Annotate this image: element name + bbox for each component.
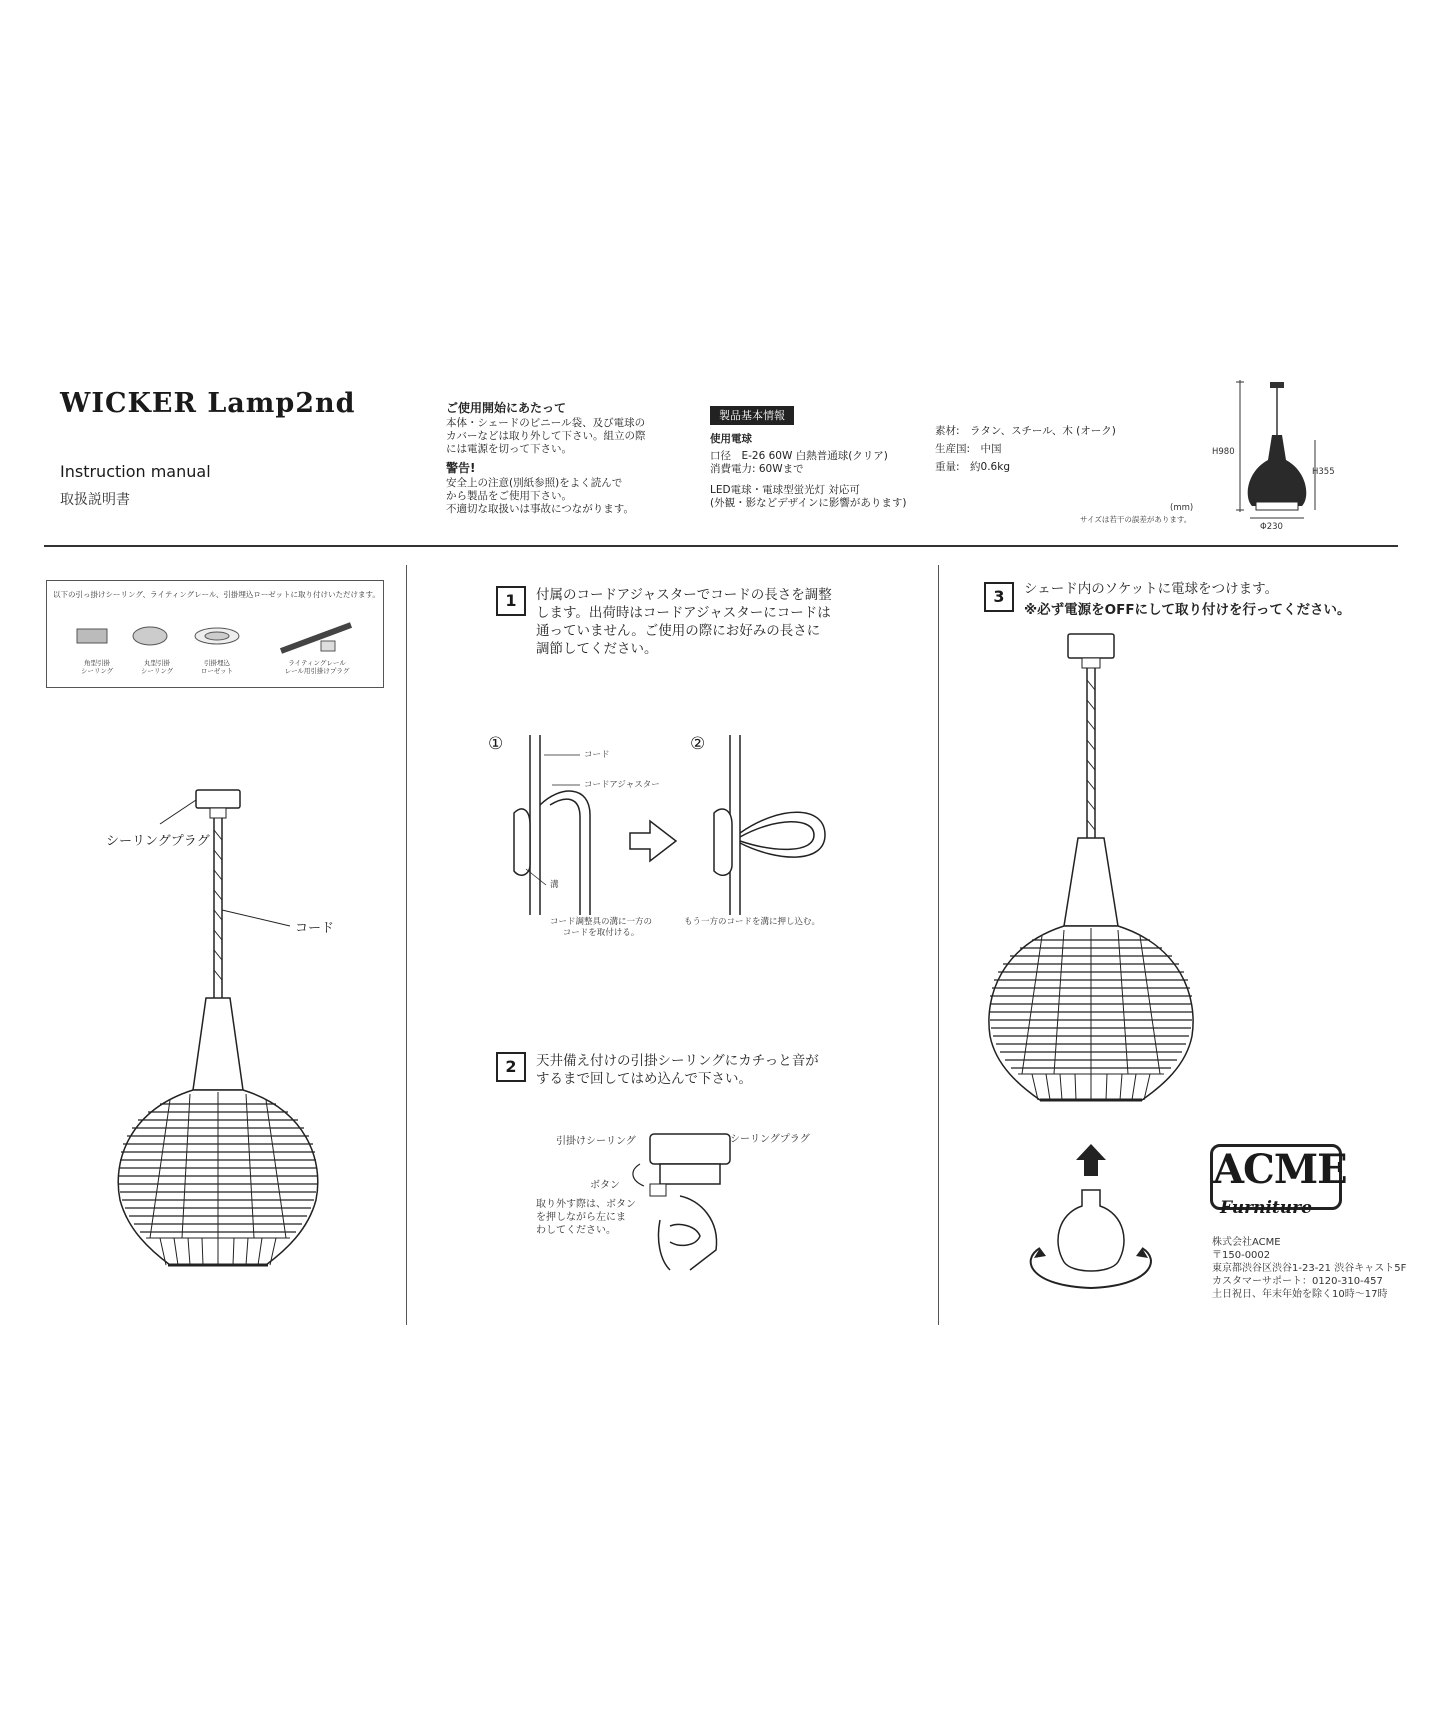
- logo-subtext: Furniture: [1220, 1198, 1312, 1218]
- compat-item: 角型引掛 シーリング: [80, 659, 114, 675]
- compat-item: ライティングレール レール用引掛けプラグ: [284, 659, 350, 675]
- company-info: [1212, 1236, 1406, 1301]
- lamp-bulb-drawing: [980, 630, 1210, 1290]
- label-groove: 溝: [550, 880, 559, 890]
- tolerance-note: サイズは若干の誤差があります。: [1080, 515, 1192, 524]
- notice-heading: ご使用開始にあたって: [446, 401, 567, 415]
- fig1-caption-line: コード調整具の溝に一方の: [549, 917, 652, 927]
- led-line: (外観・影などデザインに影響があります): [710, 497, 907, 509]
- company-line: 東京都渋谷区渋谷1-23-21 渋谷キャスト5F: [1212, 1263, 1407, 1274]
- remove-instructions: [536, 1198, 636, 1237]
- label-ceiling-plug: シーリングプラグ: [106, 834, 210, 849]
- dim-diameter: Φ230: [1260, 522, 1283, 532]
- step-2-text: [536, 1052, 856, 1088]
- step-1-line: 調節してください。: [536, 641, 658, 657]
- remove-line: 取り外す際は、ボタン: [536, 1199, 636, 1210]
- notice-line: カバーなどは取り外して下さい。組立の際: [446, 430, 646, 442]
- company-line: 土日祝日、年末年始を除く10時〜17時: [1212, 1289, 1388, 1300]
- warning-line: 不適切な取扱いは事故につながります。: [446, 503, 634, 515]
- dim-height-shade: H355: [1312, 467, 1335, 477]
- compat-item: 丸型引掛 シーリング: [140, 659, 174, 675]
- company-line: 〒150-0002: [1212, 1250, 1271, 1261]
- notice-line: 本体・シェードのビニール袋、及び電球の: [446, 417, 646, 429]
- unit-label: (mm): [1170, 503, 1194, 513]
- step-3-line: シェード内のソケットに電球をつけます。: [1024, 581, 1279, 597]
- step-2-line: 天井備え付けの引掛シーリングにカチっと音が: [536, 1053, 819, 1069]
- fig1-caption-line: コードを取付ける。: [562, 928, 640, 938]
- lamp-drawing: [110, 780, 340, 1300]
- origin: 生産国: 中国: [935, 443, 1002, 455]
- bulb-line: 消費電力: 60Wまで: [710, 463, 804, 475]
- fig1-number: ①: [488, 734, 504, 754]
- dim-height-total: H980: [1212, 447, 1235, 457]
- compat-box: [46, 580, 384, 688]
- step-1-text: [536, 586, 856, 658]
- fig2-number: ②: [690, 734, 706, 754]
- label-button: ボタン: [590, 1180, 620, 1191]
- label-plug-small: シーリングプラグ: [730, 1134, 810, 1145]
- label-cord: コード: [295, 921, 335, 936]
- fig1-caption: [546, 917, 656, 939]
- label-hook-ceiling: 引掛けシーリング: [556, 1136, 636, 1147]
- step-1-line: 通っていません。ご使用の際にお好みの長さに: [536, 623, 821, 639]
- label-adjuster: コードアジャスター: [584, 780, 660, 790]
- step-3-number: 3: [984, 582, 1014, 612]
- column-divider: [938, 565, 939, 1325]
- warning-line: 安全上の注意(別紙参照)をよく読んで: [446, 477, 623, 489]
- led-line: LED電球・電球型蛍光灯 対応可: [710, 484, 860, 496]
- column-divider: [406, 565, 407, 1325]
- fig2-caption: もう一方のコードを溝に押し込む。: [684, 917, 821, 927]
- company-line: カスタマーサポート：0120-310-457: [1212, 1276, 1383, 1287]
- step-3-warning: ※必ず電源をOFFにして取り付けを行ってください。: [1024, 602, 1351, 618]
- compat-fixtures-icon: [71, 621, 371, 661]
- remove-line: わしてください。: [536, 1225, 616, 1236]
- compat-text: 以下の引っ掛けシーリング、ライティングレール、引掛埋込ローゼットに取り付けいただけます。: [53, 590, 380, 599]
- warning-line: から製品をご使用下さい。: [446, 490, 572, 502]
- manual-title-en: Instruction manual: [60, 462, 211, 481]
- material: 素材: ラタン、スチール、木 (オーク): [935, 425, 1116, 437]
- weight: 重量: 約0.6kg: [935, 461, 1010, 473]
- step-1-line: 付属のコードアジャスターでコードの長さを調整: [536, 587, 832, 603]
- bulb-line: 口径 E-26 60W 白熱普通球(クリア): [710, 450, 888, 462]
- product-title: WICKER Lamp2nd: [60, 388, 356, 419]
- label-cord-small: コード: [584, 750, 610, 760]
- step-1-number: 1: [496, 586, 526, 616]
- step-2-number: 2: [496, 1052, 526, 1082]
- material-block: [935, 422, 1116, 476]
- notice-block: [446, 402, 646, 516]
- header-divider: [44, 545, 1398, 547]
- warning-heading: 警告!: [446, 461, 476, 475]
- step-1-line: します。出荷時はコードアジャスターにコードは: [536, 605, 831, 621]
- remove-line: を押しながら左にま: [536, 1212, 626, 1223]
- logo-text: ACME: [1213, 1146, 1347, 1193]
- notice-line: には電源を切って下さい。: [446, 443, 572, 455]
- compat-item: 引掛埋込 ローゼット: [200, 659, 234, 675]
- spec-badge: 製品基本情報: [710, 406, 794, 425]
- step-2-line: するまで回してはめ込んで下さい。: [536, 1071, 752, 1087]
- bulb-heading: 使用電球: [710, 433, 752, 445]
- ceiling-plug-illustration: [630, 1130, 750, 1270]
- spec-block: [710, 406, 930, 510]
- manual-title-ja: 取扱説明書: [60, 492, 130, 508]
- company-line: 株式会社ACME: [1212, 1237, 1281, 1248]
